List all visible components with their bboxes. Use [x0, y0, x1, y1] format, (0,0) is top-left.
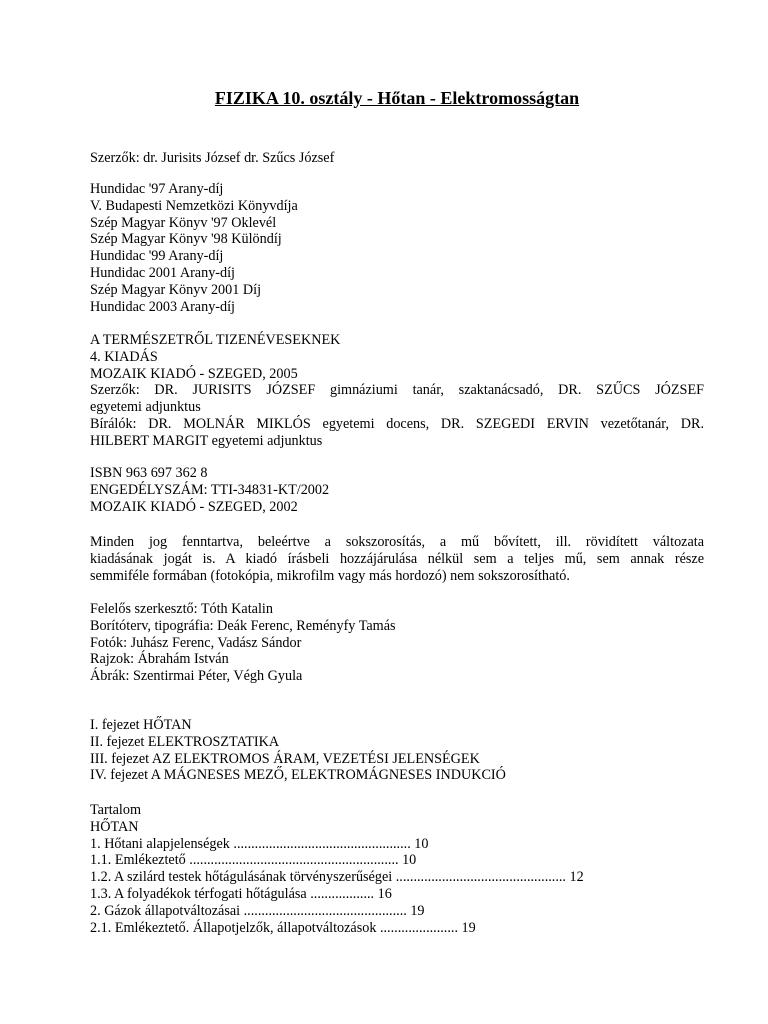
edition-authors-line1: Szerzők: DR. JURISITS JÓZSEF gimnáziumi tanár, szaktanácsadó, DR. SZŰCS JÓZSEF [90, 382, 704, 399]
award-item: Szép Magyar Könyv 2001 Díj [90, 281, 262, 298]
credit-item: Fotók: Juhász Ferenc, Vadász Sándor [90, 634, 302, 651]
award-item: Hundidac 2003 Arany-díj [90, 298, 235, 315]
rights-line3: semmiféle formában (fotokópia, mikrofilm vagy más hordozó) nem sokszorosítható. [90, 567, 570, 584]
toc-entry: 2. Gázok állapotváltozásai .............................................. 19 [90, 902, 425, 919]
credit-item: Felelős szerkesztő: Tóth Katalin [90, 601, 273, 617]
reviewers-line2: HILBERT MARGIT egyetemi adjunktus [90, 432, 323, 449]
award-item: Hundidac '99 Arany-díj [90, 248, 224, 265]
rights-line1: Minden jog fenntartva, beleértve a sokszorosítás, a mű bővített, ill. rövidített változata [90, 534, 704, 550]
credit-item: Rajzok: Ábrahám István [90, 651, 229, 668]
authors-line [90, 150, 704, 167]
credit-item: Ábrák: Szentirmai Péter, Végh Gyula [90, 668, 303, 685]
toc-entry: 1.1. Emlékeztető ........................................................... 10 [90, 852, 417, 869]
isbn-publisher: MOZAIK KIADÓ - SZEGED, 2002 [90, 498, 298, 515]
edition-authors-line2: egyetemi adjunktus [90, 399, 201, 416]
awards-list [90, 181, 704, 315]
document-title: FIZIKA 10. osztály - Hőtan - Elektromosságtan [214, 88, 580, 108]
table-of-contents [90, 802, 704, 936]
toc-subheading: HŐTAN [90, 818, 139, 835]
rights-paragraph [90, 534, 704, 584]
toc-entry: 2.1. Emlékeztető. Állapotjelzők, állapotváltozások ...................... 19 [90, 919, 476, 936]
award-item: V. Budapesti Nemzetközi Könyvdíja [90, 197, 298, 214]
award-item: Hundidac 2001 Arany-díj [90, 264, 235, 281]
edition-block [90, 332, 704, 450]
credit-item: Borítóterv, tipográfia: Deák Ferenc, Reményfy Tamás [90, 617, 396, 634]
isbn-number: ISBN 963 697 362 8 [90, 465, 208, 481]
edition-number: 4. KIADÁS [90, 348, 158, 365]
award-item: Szép Magyar Könyv '97 Oklevél [90, 214, 277, 231]
isbn-block [90, 465, 704, 515]
chapter-item: III. fejezet AZ ELEKTROMOS ÁRAM, VEZETÉSI JELENSÉGEK [90, 750, 480, 767]
credits-list [90, 601, 704, 685]
toc-entry: 1. Hőtani alapjelenségek .................................................. 10 [90, 835, 429, 852]
chapter-item: IV. fejezet A MÁGNESES MEZŐ, ELEKTROMÁGNESES INDUKCIÓ [90, 767, 506, 784]
license-number: ENGEDÉLYSZÁM: TTI-34831-KT/2002 [90, 481, 330, 498]
reviewers-line1: Bírálók: DR. MOLNÁR MIKLÓS egyetemi docens, DR. SZEGEDI ERVIN vezetőtanár, DR. [90, 415, 704, 432]
chapters-list [90, 717, 704, 784]
award-item: Szép Magyar Könyv '98 Különdíj [90, 231, 282, 248]
toc-entry: 1.2. A szilárd testek hőtágulásának törvényszerűségei ................................................ 12 [90, 869, 584, 886]
toc-heading: Tartalom [90, 802, 142, 818]
rights-line2: kiadásának jogát is. A kiadó írásbeli hozzájárulása nélkül sem a teljes mű, sem annak része [90, 550, 704, 567]
authors-text: Szerzők: dr. Jurisits József dr. Szűcs József [90, 150, 335, 166]
award-item: Hundidac '97 Arany-díj [90, 181, 224, 197]
edition-publisher: MOZAIK KIADÓ - SZEGED, 2005 [90, 365, 298, 382]
chapter-item: I. fejezet HŐTAN [90, 717, 192, 733]
chapter-item: II. fejezet ELEKTROSZTATIKA [90, 733, 280, 750]
toc-entry: 1.3. A folyadékok térfogati hőtágulása .................. 16 [90, 885, 392, 902]
series-name: A TERMÉSZETRŐL TIZENÉVESEKNEK [90, 332, 341, 348]
